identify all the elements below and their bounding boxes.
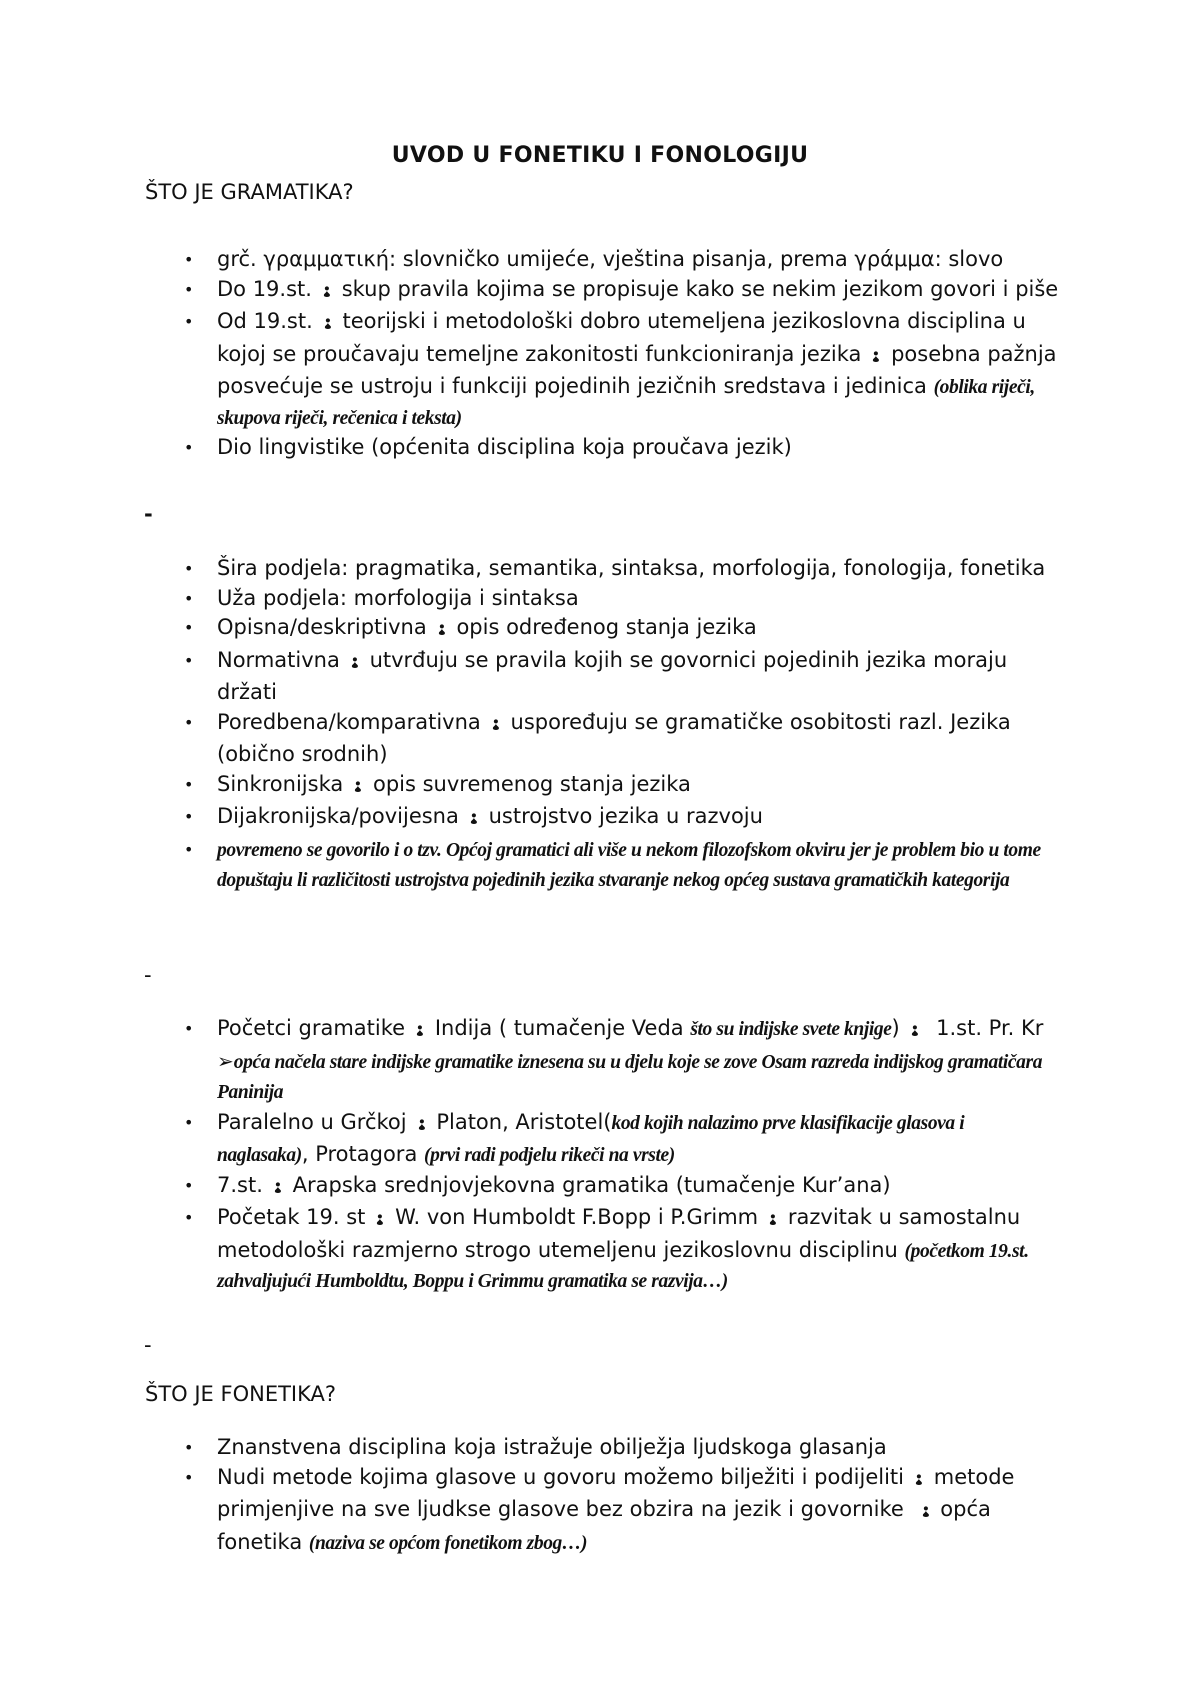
bullet-icon: • (184, 250, 194, 269)
list-item (0, 245, 1200, 275)
item-text: utvrđuju se pravila kojih se govornici pojedinih jezika moraju držati (217, 647, 1008, 704)
item-note: (oblika riječi, skupova riječi, rečenica i teksta) (217, 377, 1035, 429)
item-text: Dio lingvistike (općenita disciplina koja proučava jezik) (217, 435, 792, 459)
item-text: Platon, Aristotel( (436, 1109, 612, 1134)
item-note: što su indijske svete knjige (690, 1019, 892, 1040)
item-text: teorijski i metodološki dobro utemeljena jezikoslovna disciplina u kojoj se proučavaju temeljne zakonitosti funkcioniranja jezika (217, 309, 1026, 366)
bullet-icon: • (184, 1019, 194, 1038)
bullet-icon: • (184, 807, 194, 826)
item-text: 1.st. Pr. Kr (936, 1016, 1044, 1040)
item-text: Nudi metode kojima glasove u govoru možemo bilježiti i podijeliti (217, 1464, 905, 1489)
list-item (0, 802, 1200, 835)
bullet-list-povijest (0, 1014, 1200, 1297)
bullet-icon: • (184, 1175, 194, 1195)
list-item (0, 1463, 1200, 1559)
item-text: skup pravila kojima se propisuje kako se nekim jezikom govori i piše (341, 276, 1059, 301)
bullet-list-gramatika (0, 245, 1200, 463)
arrow-icon: ❢ (913, 1470, 925, 1486)
arrow-icon: ❢ (320, 282, 333, 298)
item-text: Indija ( tumačenje Veda (434, 1016, 684, 1040)
item-text: Arapska srednjovjekovna gramatika (tumačenje Kur’ana) (292, 1172, 891, 1197)
list-item (0, 433, 1200, 463)
item-text: Početci gramatike (217, 1016, 406, 1040)
item-text: metode primjenjive na sve ljudkse glasove bez obzira na jezik i govornike (217, 1464, 1015, 1521)
bullet-icon: • (184, 1208, 194, 1227)
item-note: (prvi radi podjelu rikeči na vrste) (424, 1145, 675, 1166)
item-note: (naziva se općom fonetikom zbog…) (308, 1532, 588, 1554)
item-text: Uža podjela: morfologija i sintaksa (217, 585, 579, 610)
item-text: 7.st. (217, 1172, 263, 1197)
list-item (0, 1014, 1200, 1108)
bullet-icon: • (184, 1112, 194, 1132)
item-text: opća fonetika (217, 1497, 991, 1554)
arrow-icon: ❢ (352, 777, 364, 793)
list-item (0, 1433, 1200, 1463)
list-item (0, 584, 1200, 614)
separator-dash: - (144, 1333, 152, 1357)
bullet-icon: • (184, 712, 194, 732)
bullet-icon: • (184, 1467, 194, 1487)
item-note: povremeno se govorilo i o tzv. Općoj gramatici ali više u nekom filozofskom okviru jer je problem bio u tome dopuštaju li različitosti ustrojstva pojedinih jezika stvaranje nekog općeg sustava gramatičkih kategorija (217, 839, 1041, 891)
arrow-icon: ❢ (414, 1021, 426, 1038)
bullet-list-podjela (0, 554, 1200, 896)
arrow-icon: ❢ (767, 1210, 779, 1227)
item-text: Dijakronijska/povijesna (217, 804, 459, 828)
arrow-icon: ❢ (467, 809, 480, 826)
list-item (0, 613, 1200, 646)
bullet-icon: • (184, 774, 194, 794)
right-arrow-icon: ➢ (217, 1048, 234, 1073)
item-text: Poredbena/komparativna (217, 709, 481, 734)
item-text: Normativna (217, 647, 340, 672)
item-text: ) (891, 1016, 900, 1040)
arrow-icon: ❢ (489, 715, 502, 731)
item-text: W. von Humboldt F.Bopp i P.Grimm (395, 1205, 759, 1229)
arrow-icon: ❢ (908, 1021, 921, 1038)
item-text: opis suvremenog stanja jezika (372, 771, 691, 796)
list-item (0, 554, 1200, 584)
list-item (0, 1203, 1200, 1297)
arrow-icon: ❢ (348, 653, 361, 669)
list-item (0, 646, 1200, 708)
item-text: Od 19.st. (217, 309, 313, 333)
item-text: opis određenog stanja jezika (456, 615, 757, 639)
bullet-icon: • (184, 1438, 194, 1457)
bullet-icon: • (184, 438, 194, 457)
arrow-icon: ❢ (435, 620, 448, 637)
bullet-icon: • (184, 839, 194, 859)
list-item (0, 1171, 1200, 1204)
list-item (0, 835, 1200, 896)
list-item (0, 708, 1200, 770)
separator-dash: - (144, 963, 152, 987)
section-heading-gramatika: ŠTO JE GRAMATIKA? (145, 180, 354, 204)
bullet-icon: • (184, 312, 194, 331)
item-text: razvitak u samostalnu metodološki razmjerno strogo utemeljenu jezikoslovnu disciplinu (217, 1205, 1021, 1262)
item-text: grč. γραμματική: slovničko umijeće, vještina pisanja, prema γράμμα: slovo (217, 247, 1004, 271)
item-note: (početkom 19.st. zahvaljujući Humboldtu, Boppu i Grimmu gramatika se razvija…) (217, 1240, 1029, 1292)
item-text: Početak 19. st (217, 1205, 366, 1229)
item-text: Opisna/deskriptivna (217, 615, 427, 639)
arrow-icon: ❢ (374, 1210, 387, 1227)
arrow-icon: ❢ (321, 314, 334, 331)
item-text: uspoređuju se gramatičke osobitosti razl. Jezika (obično srodnih) (217, 709, 1011, 766)
item-text: Šira podjela: pragmatika, semantika, sintaksa, morfologija, fonologija, fonetika (217, 556, 1046, 580)
item-text: Do 19.st. (217, 276, 312, 301)
list-item (0, 770, 1200, 803)
page-title: UVOD U FONETIKU I FONOLOGIJU (391, 143, 809, 168)
item-text: posebna pažnja posvećuje se ustroju i funkciji pojedinih jezičnih sredstava i jedinica (217, 341, 1057, 398)
separator-dash: - (144, 502, 153, 526)
arrow-icon: ❢ (415, 1115, 428, 1131)
item-text: , Protagora (301, 1142, 418, 1166)
list-item (0, 275, 1200, 308)
section-heading-fonetika: ŠTO JE FONETIKA? (145, 1382, 337, 1406)
item-text: Znanstvena disciplina koja istražuje obilježja ljudskoga glasanja (217, 1435, 887, 1459)
item-note: opća načela stare indijske gramatike iznesena su u djelu koje se zove Osam razreda indijskog gramatičara Paninija (217, 1051, 1043, 1103)
arrow-icon: ❢ (271, 1178, 284, 1194)
arrow-icon: ❢ (919, 1502, 932, 1519)
bullet-icon: • (184, 650, 194, 670)
bullet-icon: • (184, 559, 194, 578)
bullet-list-fonetika (0, 1433, 1200, 1558)
list-item (0, 1108, 1200, 1171)
bullet-icon: • (184, 279, 194, 299)
item-text: Sinkronijska (217, 771, 344, 796)
item-text: Paralelno u Grčkoj (217, 1109, 407, 1134)
item-note: kod kojih nalazimo prve klasifikacije glasova i naglasaka) (217, 1112, 965, 1166)
list-item (0, 307, 1200, 433)
bullet-icon: • (184, 588, 194, 608)
arrow-icon: ❢ (870, 347, 883, 363)
bullet-icon: • (184, 618, 194, 637)
item-text: ustrojstvo jezika u razvoju (488, 804, 763, 828)
